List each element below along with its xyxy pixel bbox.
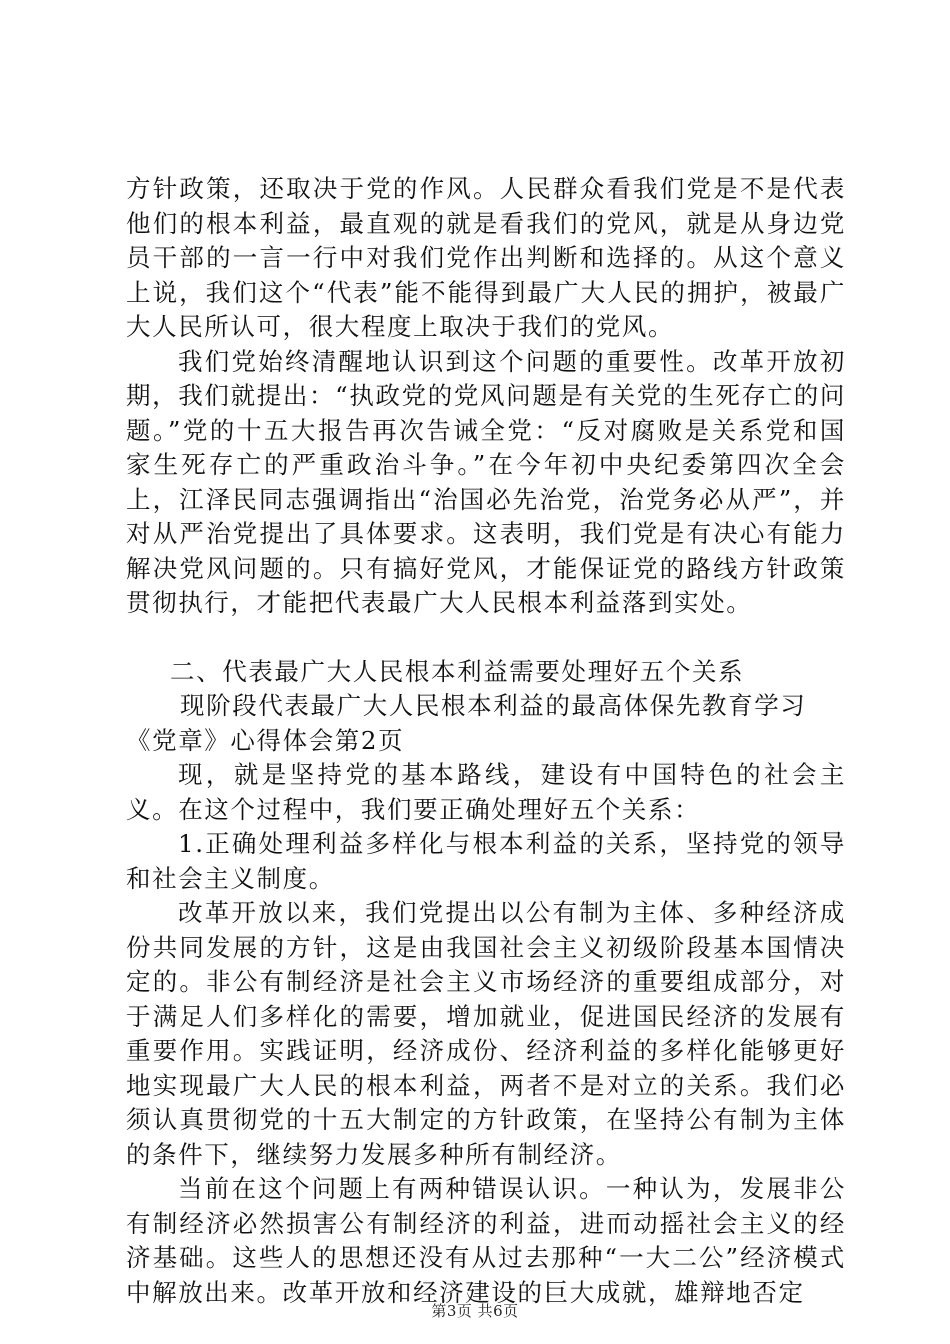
section-heading-five-relations: 二、代表最广大人民根本利益需要处理好五个关系 <box>170 656 745 686</box>
page-footer: 第3页 共6页 <box>431 1302 519 1320</box>
paragraph-party-awareness: 我们党始终清醒地认识到这个问题的重要性。改革开放初期，我们就提出：“执政党的党风问题是有关党的生死存亡的问题。”党的十五大报告再次告诫全党：“反对腐败是关系党和国家生死存亡的严重政治斗争。”在今年初中央纪委第四次全会上，江泽民同志强调指出“治国必先治党，治党务必从严”，并对从严治党提出了具体要求。这表明，我们党是有决心有能力解决党风问题的。只有搞好党风，才能保证党的路线方针政策贯彻执行，才能把代表最广大人民根本利益落到实处。 <box>126 346 846 617</box>
paragraph-party-style-continued: 方针政策，还取决于党的作风。人民群众看我们党是不是代表他们的根本利益，最直观的就是看我们的党风，就是从身边党员干部的一言一行中对我们党作出判断和选择的。从这个意义上说，我们这个“代表”能不能得到最广大人民的拥护，被最广大人民所认可，很大程度上取决于我们的党风。 <box>126 174 846 341</box>
document-body <box>126 172 846 1310</box>
paragraph-reform-opening: 改革开放以来，我们党提出以公有制为主体、多种经济成份共同发展的方针，这是由我国社会主义初级阶段基本国情决定的。非公有制经济是社会主义市场经济的重要组成部分，对于满足人们多样化的需要，增加就业，促进国民经济的发展有重要作用。实践证明，经济成份、经济利益的多样化能够更好地实现最广大人民的根本利益，两者不是对立的关系。我们必须认真贯彻党的十五大制定的方针政策，在坚持公有制为主体的条件下，继续努力发展多种所有制经济。 <box>126 898 846 1169</box>
paragraph-basic-line: 现，就是坚持党的基本路线，建设有中国特色的社会主义。在这个过程中，我们要正确处理好五个关系： <box>126 760 846 824</box>
paragraph-current-stage: 现阶段代表最广大人民根本利益的最高体保先教育学习 <box>180 691 807 720</box>
paragraph-page-note: 《党章》心得体会第2页 <box>126 725 405 755</box>
paragraph-relation-one: 1.正确处理利益多样化与根本利益的关系，坚持党的领导和社会主义制度。 <box>126 829 846 893</box>
paragraph-wrong-views: 当前在这个问题上有两种错误认识。一种认为，发展非公有制经济必然损害公有制经济的利益，进而动摇社会主义的经济基础。这些人的思想还没有从过去那种“一大二公”经济模式中解放出来。改革开放和经济建设的巨大成就，雄辩地否定 <box>126 1174 846 1307</box>
